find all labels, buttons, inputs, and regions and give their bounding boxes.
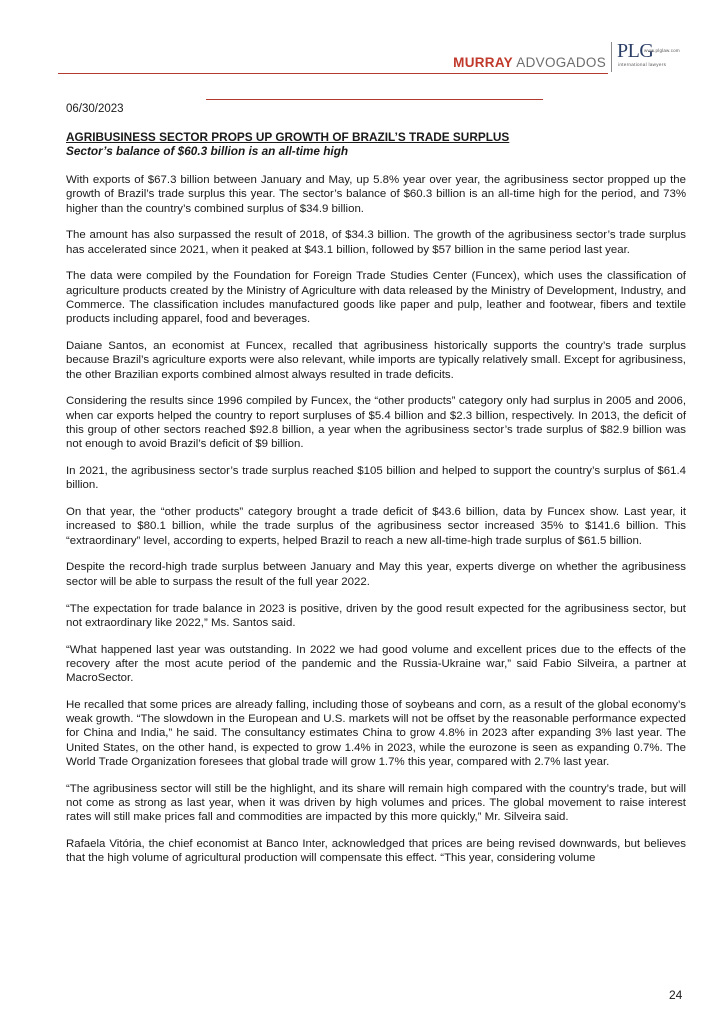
brand-murray: MURRAY (453, 55, 513, 70)
header-divider (58, 73, 608, 74)
article-subtitle: Sector’s balance of $60.3 billion is an all-time high (66, 144, 349, 158)
plg-logo-letters: PLG (617, 40, 654, 62)
brand-advogados: ADVOGADOS (516, 55, 606, 70)
paragraph: On that year, the “other products” category brought a trade deficit of $43.6 billion, data by Funcex show. Last year, it increased to $80.1 billion, while the trade surplus of the agribusiness sector increased 35% to $141.6 billion. This “extraordinary” level, according to experts, helped Brazil to reach a new all-time-high trade surplus of $61.5 billion. (66, 506, 686, 547)
logo-separator (611, 42, 612, 72)
date-divider (206, 99, 543, 100)
paragraph: In 2021, the agribusiness sector’s trade surplus reached $105 billion and helped to support the country’s surplus of $61.4 billion. (66, 464, 686, 492)
paragraph: Rafaela Vitória, the chief economist at Banco Inter, acknowledged that prices are being revised downwards, but believes that the high volume of agricultural production will compensate this effect. “This year, considering volume (66, 838, 686, 865)
article-title: AGRIBUSINESS SECTOR PROPS UP GROWTH OF BRAZIL’S TRADE SURPLUS (66, 130, 510, 144)
plg-logo-url: www.plglaw.com (644, 48, 680, 53)
paragraph: “The agribusiness sector will still be the highlight, and its share will remain high compared with the country’s trade, but will not come as strong as last year, when it was driven by high volumes and prices. The global movement to raise interest rates will still make prices fall and commodities are impacted by this more quickly,” Mr. Silveira said. (66, 782, 686, 824)
paragraph: Daiane Santos, an economist at Funcex, recalled that agribusiness historically supports the country’s trade surplus because Brazil’s agriculture exports were also relevant, while imports are typically relatively small. Except for agribusiness, the other Brazilian exports combined almost always resulted in trade deficits. (66, 340, 686, 381)
page-number: 24 (669, 988, 683, 1002)
murray-advogados-logo (453, 55, 606, 70)
article-date: 06/30/2023 (66, 103, 124, 115)
paragraph: The data were compiled by the Foundation for Foreign Trade Studies Center (Funcex), which uses the classification of agriculture products created by the Ministry of Agriculture with data released by the Ministry of Development, Industry, and Commerce. The classification includes manufactured goods like paper and pulp, leather and footwear, fibers and textile products including apparel, food and beverages. (66, 270, 686, 326)
paragraph: “What happened last year was outstanding. In 2022 we had good volume and excellent prices due to the effects of the recovery after the most acute period of the pandemic and the Russia-Ukraine war,” said Fabio Silveira, a partner at MacroSector. (66, 643, 686, 685)
paragraph: Despite the record-high trade surplus between January and May this year, experts diverge on whether the agribusiness sector will be able to surpass the result of the full year 2022. (66, 561, 686, 588)
paragraph: With exports of $67.3 billion between January and May, up 5.8% year over year, the agribusiness sector propped up the growth of Brazil’s trade surplus this year. The sector’s balance of $60.3 billion is an all-time high for the period, and 73% higher than the country’s combined surplus of $34.9 billion. (66, 174, 686, 215)
plg-logo (617, 40, 697, 70)
article-body (66, 173, 686, 866)
page-header (0, 0, 728, 80)
plg-logo-tagline: international lawyers (618, 62, 667, 67)
paragraph: The amount has also surpassed the result of 2018, of $34.3 billion. The growth of the agribusiness sector’s trade surplus has accelerated since 2021, when it peaked at $43.1 billion, followed by $57 billion in the same period last year. (66, 229, 686, 256)
paragraph: He recalled that some prices are already falling, including those of soybeans and corn, as a result of the global economy’s weak growth. “The slowdown in the European and U.S. markets will not be offset by the reasonable performance expected for China and India,” he said. The consultancy estimates China to grow 4.8% in 2023 after expanding 3% last year. The United States, on the other hand, is expected to grow 1.4% in 2023, while the eurozone is seen as expanding 0.7%. The World Trade Organization foresees that global trade will grow 1.7% this year, compared with 2.7% last year. (66, 698, 686, 768)
paragraph: “The expectation for trade balance in 2023 is positive, driven by the good result expected for the agribusiness sector, but not extraordinary like 2022,” Ms. Santos said. (66, 602, 686, 629)
paragraph: Considering the results since 1996 compiled by Funcex, the “other products” category only had surplus in 2005 and 2006, when car exports helped the country to report surpluses of $5.4 billion and $2.3 billion, respectively. In 2013, the deficit of this group of other sectors reached $92.8 billion, a year when the agribusiness sector’s trade surplus of $82.9 billion was not enough to avoid Brazil’s deficit of $9 billion. (66, 395, 686, 451)
article (66, 102, 686, 878)
